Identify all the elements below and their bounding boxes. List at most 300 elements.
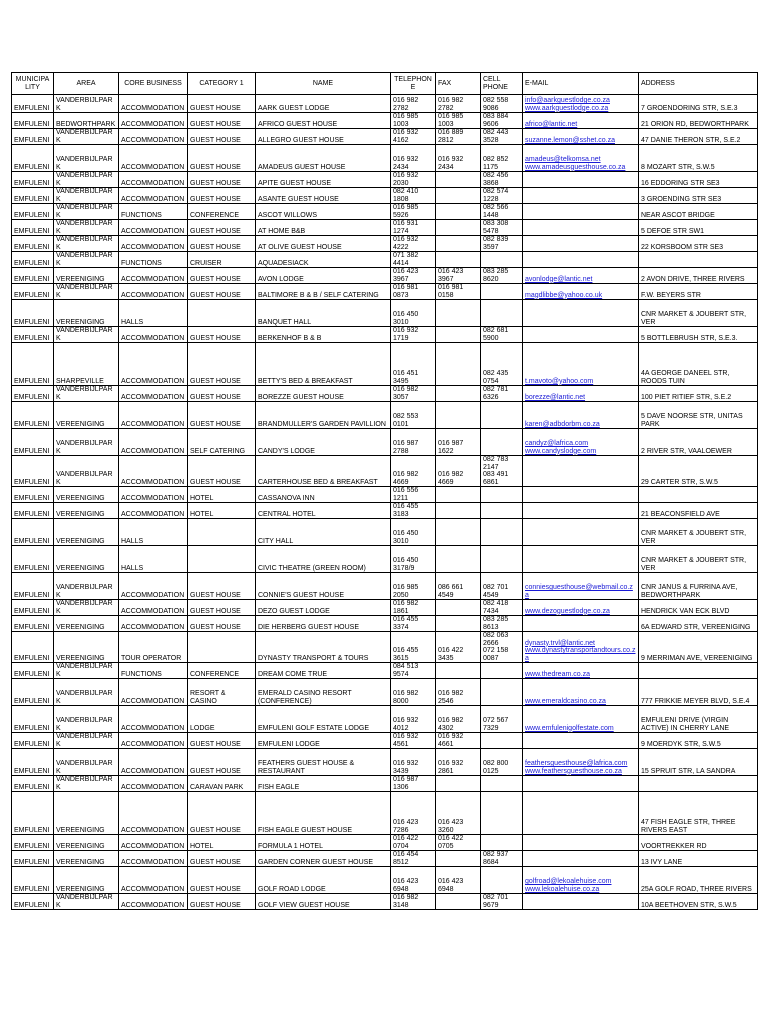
cell-area: SHARPEVILLE <box>54 343 119 386</box>
cell-municipality: EMFULENI <box>12 663 54 679</box>
cell-core-business: ACCOMMODATION <box>119 733 188 749</box>
cell-cell-phone <box>481 867 523 894</box>
cell-address: 8 MOZART STR, S.W.5 <box>639 145 758 172</box>
email-link[interactable]: magdlibbe@yahoo.co.uk <box>525 291 603 299</box>
email-link[interactable]: dynasty.trvl@lantic.net <box>525 639 596 647</box>
cell-municipality: EMFULENI <box>12 632 54 663</box>
header-address: ADDRESS <box>639 73 758 95</box>
cell-telephone: 016 982 8000 <box>391 679 436 706</box>
cell-address: 47 DANIE THERON STR, S.E.2 <box>639 129 758 145</box>
cell-telephone: 016 982 1861 <box>391 600 436 616</box>
cell-name: FEATHERS GUEST HOUSE & RESTAURANT <box>256 749 391 776</box>
cell-fax: 016 985 1003 <box>436 113 481 129</box>
cell-name: DIE HERBERG GUEST HOUSE <box>256 616 391 632</box>
table-row <box>12 129 758 145</box>
cell-municipality: EMFULENI <box>12 894 54 910</box>
cell-category: GUEST HOUSE <box>188 386 256 402</box>
cell-area: VEREENIGING <box>54 300 119 327</box>
cell-name: ASANTE GUEST HOUSE <box>256 188 391 204</box>
cell-fax: 016 932 2434 <box>436 145 481 172</box>
cell-telephone: 016 981 0873 <box>391 284 436 300</box>
cell-name: GARDEN CORNER GUEST HOUSE <box>256 851 391 867</box>
cell-cell-phone: 082 574 1228 <box>481 188 523 204</box>
cell-area: VANDERBIJLPARK <box>54 236 119 252</box>
cell-cell-phone <box>481 663 523 679</box>
cell-core-business: FUNCTIONS <box>119 252 188 268</box>
cell-fax <box>436 503 481 519</box>
cell-telephone: 016 556 1211 <box>391 487 436 503</box>
cell-municipality: EMFULENI <box>12 113 54 129</box>
cell-area: VANDERBIJLPARK <box>54 749 119 776</box>
cell-email <box>523 456 639 487</box>
cell-telephone: 016 932 4561 <box>391 733 436 749</box>
header-name: NAME <box>256 73 391 95</box>
cell-name: FISH EAGLE <box>256 776 391 792</box>
cell-fax: 016 423 6948 <box>436 867 481 894</box>
cell-cell-phone: 082 701 4549 <box>481 573 523 600</box>
cell-category: GUEST HOUSE <box>188 894 256 910</box>
cell-fax <box>436 851 481 867</box>
cell-telephone: 016 450 3010 <box>391 519 436 546</box>
cell-email <box>523 851 639 867</box>
table-row <box>12 546 758 573</box>
email-link[interactable]: suzanne.lemon@sshet.co.za <box>525 136 615 144</box>
cell-municipality: EMFULENI <box>12 95 54 113</box>
table-row <box>12 679 758 706</box>
cell-address: 2 RIVER STR, VAALOEWER <box>639 429 758 456</box>
table-row <box>12 487 758 503</box>
cell-email[interactable] <box>523 749 639 776</box>
cell-area: VANDERBIJLPARK <box>54 706 119 733</box>
cell-fax <box>436 300 481 327</box>
header-category: CATEGORY 1 <box>188 73 256 95</box>
cell-fax <box>436 252 481 268</box>
cell-name: GOLF ROAD LODGE <box>256 867 391 894</box>
cell-telephone: 016 450 3010 <box>391 300 436 327</box>
cell-telephone: 016 985 2050 <box>391 573 436 600</box>
cell-email[interactable] <box>523 573 639 600</box>
cell-category: CONFERENCE <box>188 204 256 220</box>
cell-address: 21 ORION RD, BEDWORTHPARK <box>639 113 758 129</box>
cell-name: CANDY'S LODGE <box>256 429 391 456</box>
cell-name: FORMULA 1 HOTEL <box>256 835 391 851</box>
cell-address: 7 GROENDORING STR, S.E.3 <box>639 95 758 113</box>
cell-email[interactable] <box>523 95 639 113</box>
cell-name: CENTRAL HOTEL <box>256 503 391 519</box>
cell-address: 6A EDWARD STR, VEREENIGING <box>639 616 758 632</box>
cell-category: CARAVAN PARK <box>188 776 256 792</box>
table-row <box>12 600 758 616</box>
cell-name: DEZO GUEST LODGE <box>256 600 391 616</box>
cell-address: 29 CARTER STR, S.W.5 <box>639 456 758 487</box>
cell-name: GOLF VIEW GUEST HOUSE <box>256 894 391 910</box>
table-row <box>12 402 758 429</box>
cell-municipality: EMFULENI <box>12 402 54 429</box>
cell-email <box>523 776 639 792</box>
table-row <box>12 343 758 386</box>
table-row <box>12 456 758 487</box>
cell-cell-phone: 072 567 7329 <box>481 706 523 733</box>
cell-category <box>188 546 256 573</box>
cell-cell-phone: 082 063 2666 072 158 0087 <box>481 632 523 663</box>
cell-email <box>523 792 639 835</box>
cell-fax <box>436 204 481 220</box>
cell-core-business: HALLS <box>119 546 188 573</box>
cell-email[interactable] <box>523 663 639 679</box>
cell-area: VANDERBIJLPARK <box>54 95 119 113</box>
email-link[interactable]: conniesguesthouse@webmail.co.za <box>525 584 633 599</box>
cell-cell-phone: 082 418 7434 <box>481 600 523 616</box>
cell-core-business: ACCOMMODATION <box>119 343 188 386</box>
cell-cell-phone: 083 285 8613 <box>481 616 523 632</box>
table-row <box>12 145 758 172</box>
cell-area: VANDERBIJLPARK <box>54 679 119 706</box>
table-row <box>12 894 758 910</box>
cell-municipality: EMFULENI <box>12 386 54 402</box>
cell-area: VEREENIGING <box>54 616 119 632</box>
cell-email[interactable] <box>523 113 639 129</box>
cell-area: VANDERBIJLPARK <box>54 573 119 600</box>
cell-telephone: 016 455 3374 <box>391 616 436 632</box>
cell-email <box>523 503 639 519</box>
cell-area: VANDERBIJLPARK <box>54 204 119 220</box>
cell-core-business: ACCOMMODATION <box>119 487 188 503</box>
cell-telephone: 016 985 5926 <box>391 204 436 220</box>
cell-name: DYNASTY TRANSPORT & TOURS <box>256 632 391 663</box>
cell-telephone: 016 450 3178/9 <box>391 546 436 573</box>
cell-email <box>523 519 639 546</box>
email-link[interactable]: www.amadeusguesthouse.co.za <box>525 163 626 171</box>
email-link[interactable]: africo@lantic.net <box>525 120 578 128</box>
cell-name: FISH EAGLE GUEST HOUSE <box>256 792 391 835</box>
cell-name: APITE GUEST HOUSE <box>256 172 391 188</box>
table-row <box>12 386 758 402</box>
cell-municipality: EMFULENI <box>12 220 54 236</box>
cell-address: 9 MERRIMAN AVE, VEREENIGING <box>639 632 758 663</box>
cell-municipality: EMFULENI <box>12 733 54 749</box>
table-row <box>12 663 758 679</box>
cell-email <box>523 327 639 343</box>
cell-core-business: ACCOMMODATION <box>119 867 188 894</box>
cell-fax: 016 982 4669 <box>436 456 481 487</box>
cell-email <box>523 172 639 188</box>
cell-email[interactable] <box>523 632 639 663</box>
cell-name: CONNIE'S GUEST HOUSE <box>256 573 391 600</box>
cell-address: CNR MARKET & JOUBERT STR, VER <box>639 546 758 573</box>
table-row <box>12 733 758 749</box>
cell-telephone: 016 932 1719 <box>391 327 436 343</box>
email-link[interactable]: www.lekoalehuise.co.za <box>525 885 600 893</box>
cell-email[interactable] <box>523 386 639 402</box>
cell-address: 9 MOERDYK STR, S.W.5 <box>639 733 758 749</box>
cell-municipality: EMFULENI <box>12 145 54 172</box>
cell-area: VEREENIGING <box>54 792 119 835</box>
cell-fax <box>436 546 481 573</box>
cell-email[interactable] <box>523 129 639 145</box>
table-row <box>12 113 758 129</box>
cell-municipality: EMFULENI <box>12 236 54 252</box>
cell-cell-phone: 082 435 0754 <box>481 343 523 386</box>
cell-core-business: ACCOMMODATION <box>119 679 188 706</box>
cell-category: GUEST HOUSE <box>188 402 256 429</box>
cell-cell-phone: 082 783 2147 083 491 6861 <box>481 456 523 487</box>
cell-area: VANDERBIJLPARK <box>54 252 119 268</box>
cell-municipality: EMFULENI <box>12 268 54 284</box>
email-link[interactable]: feathersguesthouse@lafrica.com <box>525 760 628 767</box>
cell-cell-phone <box>481 487 523 503</box>
table-row <box>12 851 758 867</box>
cell-name: AFRICO GUEST HOUSE <box>256 113 391 129</box>
cell-address: HENDRICK VAN ECK BLVD <box>639 600 758 616</box>
table-row <box>12 284 758 300</box>
cell-municipality: EMFULENI <box>12 252 54 268</box>
email-link[interactable]: avonlodge@lantic.net <box>525 275 593 283</box>
cell-telephone: 016 454 8512 <box>391 851 436 867</box>
cell-email <box>523 300 639 327</box>
cell-core-business: ACCOMMODATION <box>119 894 188 910</box>
cell-municipality: EMFULENI <box>12 343 54 386</box>
cell-email[interactable] <box>523 343 639 386</box>
cell-fax <box>436 776 481 792</box>
cell-fax <box>436 386 481 402</box>
cell-email <box>523 220 639 236</box>
cell-address <box>639 663 758 679</box>
cell-area: VANDERBIJLPARK <box>54 733 119 749</box>
cell-category: GUEST HOUSE <box>188 867 256 894</box>
cell-area: VEREENIGING <box>54 503 119 519</box>
cell-email <box>523 546 639 573</box>
cell-core-business: ACCOMMODATION <box>119 113 188 129</box>
cell-municipality: EMFULENI <box>12 600 54 616</box>
cell-municipality: EMFULENI <box>12 867 54 894</box>
cell-category: HOTEL <box>188 835 256 851</box>
cell-name: BRANDMULLER'S GARDEN PAVILLION <box>256 402 391 429</box>
cell-cell-phone: 082 456 3868 <box>481 172 523 188</box>
cell-category: CRUISER <box>188 252 256 268</box>
cell-telephone: 016 451 3495 <box>391 343 436 386</box>
cell-area: VANDERBIJLPARK <box>54 172 119 188</box>
header-row <box>12 73 758 95</box>
cell-cell-phone <box>481 252 523 268</box>
cell-category: LODGE <box>188 706 256 733</box>
cell-email[interactable] <box>523 284 639 300</box>
cell-email[interactable] <box>523 402 639 429</box>
cell-municipality: EMFULENI <box>12 519 54 546</box>
cell-cell-phone <box>481 733 523 749</box>
cell-telephone: 016 455 3183 <box>391 503 436 519</box>
cell-area: VEREENIGING <box>54 268 119 284</box>
cell-email <box>523 616 639 632</box>
email-link[interactable]: www.dynastytransportandtours.co.za <box>525 647 636 662</box>
cell-fax <box>436 894 481 910</box>
cell-name: CITY HALL <box>256 519 391 546</box>
cell-municipality: EMFULENI <box>12 204 54 220</box>
email-link[interactable]: www.feathersguesthouse.co.za <box>525 767 622 775</box>
cell-cell-phone: 083 285 8620 <box>481 268 523 284</box>
cell-telephone: 016 985 1003 <box>391 113 436 129</box>
cell-core-business: ACCOMMODATION <box>119 172 188 188</box>
cell-email[interactable] <box>523 429 639 456</box>
cell-category: GUEST HOUSE <box>188 792 256 835</box>
email-link[interactable]: www.candyslodge.com <box>525 447 597 455</box>
cell-cell-phone: 082 566 1448 <box>481 204 523 220</box>
cell-area: VANDERBIJLPARK <box>54 188 119 204</box>
cell-municipality: EMFULENI <box>12 284 54 300</box>
table-row <box>12 204 758 220</box>
cell-telephone: 016 987 2788 <box>391 429 436 456</box>
cell-fax: 016 889 2812 <box>436 129 481 145</box>
cell-telephone: 016 932 4222 <box>391 236 436 252</box>
table-row <box>12 792 758 835</box>
cell-category: GUEST HOUSE <box>188 600 256 616</box>
cell-area: VANDERBIJLPARK <box>54 894 119 910</box>
cell-cell-phone: 082 937 8684 <box>481 851 523 867</box>
cell-address: 25A GOLF ROAD, THREE RIVERS <box>639 867 758 894</box>
email-link[interactable]: karen@adbdorbm.co.za <box>525 420 600 428</box>
cell-email[interactable] <box>523 600 639 616</box>
cell-name: AVON LODGE <box>256 268 391 284</box>
cell-name: AQUADESIACK <box>256 252 391 268</box>
cell-name: CIVIC THEATRE (GREEN ROOM) <box>256 546 391 573</box>
table-row <box>12 429 758 456</box>
cell-cell-phone <box>481 300 523 327</box>
cell-name: EMFULENI GOLF ESTATE LODGE <box>256 706 391 733</box>
cell-area: VANDERBIJLPARK <box>54 220 119 236</box>
cell-name: ALLEGRO GUEST HOUSE <box>256 129 391 145</box>
table-body <box>12 73 758 910</box>
cell-email[interactable] <box>523 145 639 172</box>
cell-address: 13 IVY LANE <box>639 851 758 867</box>
cell-email[interactable] <box>523 679 639 706</box>
cell-fax <box>436 616 481 632</box>
cell-fax: 086 661 4549 <box>436 573 481 600</box>
cell-email <box>523 835 639 851</box>
cell-category: RESORT & CASINO <box>188 679 256 706</box>
cell-municipality: EMFULENI <box>12 679 54 706</box>
cell-area: VANDERBIJLPARK <box>54 327 119 343</box>
cell-telephone: 084 513 9574 <box>391 663 436 679</box>
cell-municipality: EMFULENI <box>12 546 54 573</box>
cell-telephone: 016 455 3615 <box>391 632 436 663</box>
cell-name: BETTY'S BED & BREAKFAST <box>256 343 391 386</box>
email-link[interactable]: info@aarkguestlodge.co.za <box>525 97 610 104</box>
email-link[interactable]: t.mavoto@yahoo.com <box>525 377 594 385</box>
cell-cell-phone: 082 681 5900 <box>481 327 523 343</box>
cell-core-business: ACCOMMODATION <box>119 145 188 172</box>
email-link[interactable]: amadeus@telkomsa.net <box>525 156 601 163</box>
table-row <box>12 327 758 343</box>
cell-area: VANDERBIJLPARK <box>54 129 119 145</box>
table-row <box>12 632 758 663</box>
cell-fax: 016 422 3435 <box>436 632 481 663</box>
cell-email <box>523 487 639 503</box>
table-row <box>12 188 758 204</box>
cell-telephone: 016 423 6948 <box>391 867 436 894</box>
email-link[interactable]: golfroad@lekoalehuise.com <box>525 878 612 885</box>
cell-cell-phone <box>481 284 523 300</box>
table-row <box>12 706 758 733</box>
cell-core-business: HALLS <box>119 300 188 327</box>
cell-category: GUEST HOUSE <box>188 616 256 632</box>
cell-address: 2 AVON DRIVE, THREE RIVERS <box>639 268 758 284</box>
table-row <box>12 300 758 327</box>
cell-address: CNR MARKET & JOUBERT STR, VER <box>639 519 758 546</box>
cell-area: VEREENIGING <box>54 867 119 894</box>
cell-fax: 016 987 1622 <box>436 429 481 456</box>
cell-cell-phone: 082 781 6326 <box>481 386 523 402</box>
cell-telephone: 082 410 1808 <box>391 188 436 204</box>
cell-fax: 016 982 2782 <box>436 95 481 113</box>
cell-name: BOREZZE GUEST HOUSE <box>256 386 391 402</box>
table-row <box>12 573 758 600</box>
email-link[interactable]: borezze@lantic.net <box>525 393 586 401</box>
cell-email[interactable] <box>523 268 639 284</box>
cell-core-business: ACCOMMODATION <box>119 749 188 776</box>
cell-area: VEREENIGING <box>54 851 119 867</box>
cell-category: GUEST HOUSE <box>188 343 256 386</box>
cell-address: 100 PIET RITIEF STR, S.E.2 <box>639 386 758 402</box>
cell-core-business: ACCOMMODATION <box>119 706 188 733</box>
cell-category <box>188 519 256 546</box>
cell-email[interactable] <box>523 867 639 894</box>
cell-core-business: ACCOMMODATION <box>119 386 188 402</box>
email-link[interactable]: www.dezoguestlodge.co.za <box>525 607 610 615</box>
cell-municipality: EMFULENI <box>12 749 54 776</box>
cell-category: GUEST HOUSE <box>188 749 256 776</box>
cell-telephone: 016 982 2782 <box>391 95 436 113</box>
cell-category: GUEST HOUSE <box>188 172 256 188</box>
cell-core-business: ACCOMMODATION <box>119 616 188 632</box>
cell-core-business: ACCOMMODATION <box>119 835 188 851</box>
cell-category: GUEST HOUSE <box>188 284 256 300</box>
cell-cell-phone <box>481 835 523 851</box>
cell-area: VEREENIGING <box>54 519 119 546</box>
cell-core-business: ACCOMMODATION <box>119 573 188 600</box>
cell-category: CONFERENCE <box>188 663 256 679</box>
cell-category: GUEST HOUSE <box>188 456 256 487</box>
cell-address <box>639 252 758 268</box>
table-row <box>12 503 758 519</box>
cell-core-business: ACCOMMODATION <box>119 220 188 236</box>
cell-core-business: ACCOMMODATION <box>119 129 188 145</box>
email-link[interactable]: www.emeraldcasino.co.za <box>525 697 606 705</box>
cell-name: EMFULENI LODGE <box>256 733 391 749</box>
cell-email[interactable] <box>523 706 639 733</box>
cell-fax: 016 982 2546 <box>436 679 481 706</box>
cell-name: CARTERHOUSE BED & BREAKFAST <box>256 456 391 487</box>
email-link[interactable]: candyz@lafrica.com <box>525 440 589 447</box>
header-core-business: CORE BUSINESS <box>119 73 188 95</box>
cell-core-business: ACCOMMODATION <box>119 429 188 456</box>
cell-telephone: 016 423 3967 <box>391 268 436 284</box>
email-link[interactable]: www.emfulenigolfestate.com <box>525 724 614 732</box>
cell-municipality: EMFULENI <box>12 172 54 188</box>
table-row <box>12 867 758 894</box>
email-link[interactable]: www.aarkguestlodge.co.za <box>525 104 609 112</box>
cell-category <box>188 632 256 663</box>
cell-core-business: TOUR OPERATOR <box>119 632 188 663</box>
cell-area: VEREENIGING <box>54 487 119 503</box>
cell-municipality: EMFULENI <box>12 573 54 600</box>
cell-address: 15 SPRUIT STR, LA SANDRA <box>639 749 758 776</box>
cell-address: 4A GEORGE DANEEL STR, ROODS TUIN <box>639 343 758 386</box>
cell-fax <box>436 600 481 616</box>
cell-municipality: EMFULENI <box>12 327 54 343</box>
cell-fax <box>436 343 481 386</box>
cell-fax: 016 982 4302 <box>436 706 481 733</box>
email-link[interactable]: www.thedream.co.za <box>525 670 590 678</box>
cell-address: F.W. BEYERS STR <box>639 284 758 300</box>
